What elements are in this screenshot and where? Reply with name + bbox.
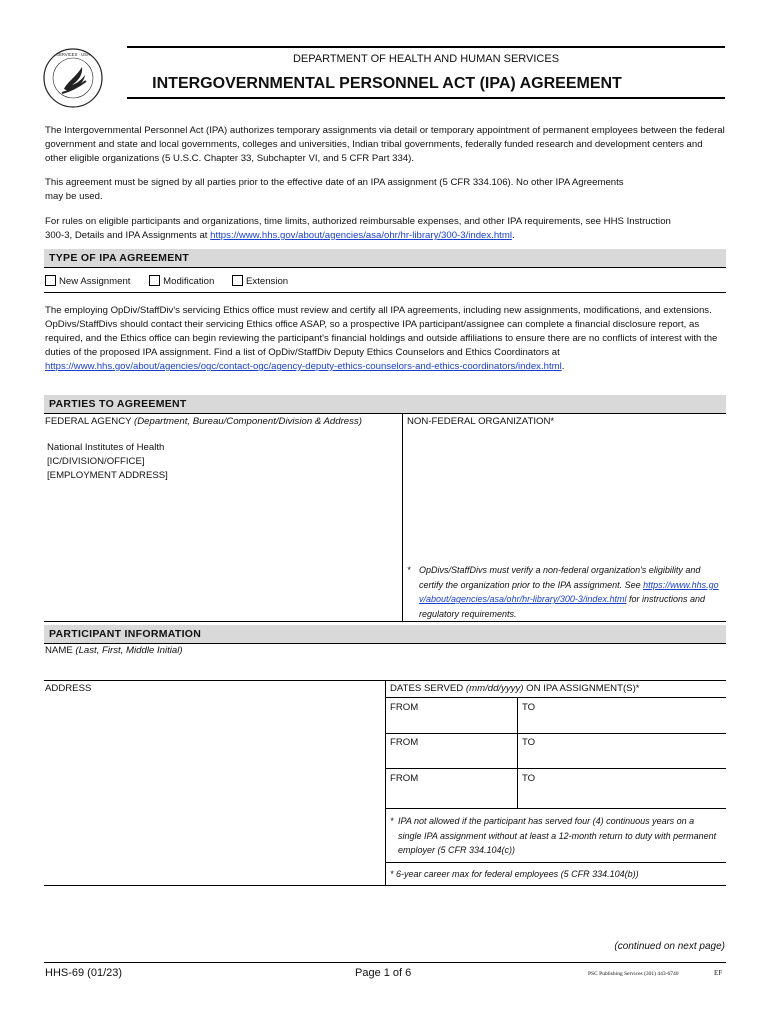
from-field-3[interactable]: FROM [390,773,419,784]
modification-checkbox[interactable]: Modification [149,275,214,287]
participant-section-heading: PARTICIPANT INFORMATION [44,625,726,643]
hhs-instruction-link[interactable]: https://www.hhs.gov/about/agencies/asa/ohr/hr-library/300-3/index.html [210,230,512,241]
parties-section-heading: PARTIES TO AGREEMENT [44,395,726,413]
svg-text:SERVICES · USA: SERVICES · USA [56,52,90,57]
ethics-coordinators-link[interactable]: https://www.hhs.gov/about/agencies/ogc/contact-ogc/agency-deputy-ethics-counselors-and-ethics-coordinators/index.html [45,361,562,372]
federal-agency-label: FEDERAL AGENCY (Department, Bureau/Component/Division & Address) [45,416,362,427]
new-assignment-checkbox[interactable]: New Assignment [45,275,130,287]
extension-checkbox[interactable]: Extension [232,275,288,287]
ethics-paragraph: The employing OpDiv/StaffDiv's servicing Ethics office must review and certify all IPA agreements, including new assignments, modifications, and extensions. OpDivs/StaffDivs should contact their servicing Ethics office ASAP, so a prospective IPA participant/assignee can complete a financial disclosure report, as required, and the Ethics office can begin reviewing the participant's financial holdings and outside affiliations to ensure there are no conflicts of interest with the duties of the proposed IPA assignment. Find a list of OpDiv/StaffDiv Deputy Ethics Counselors and Ethics Coordinators at https://www.hhs.gov/about/agencies/ogc/contact-ogc/agency-deputy-ethics-counselors-and-ethics-coordinators/index.html. [45,305,718,372]
publisher-credit: PSC Publishing Services (301) 443-6740 [588,971,679,977]
federal-agency-value[interactable]: National Institutes of Health [IC/DIVISION/OFFICE] [EMPLOYMENT ADDRESS] [47,442,168,481]
non-federal-guidance-link[interactable]: https://www.hhs.gov/about/agencies/asa/ohr/hr-library/300-3/index.html [419,579,719,604]
to-field-3[interactable]: TO [522,773,536,784]
dates-note-2: * 6-year career max for federal employees (5 CFR 334.104(b)) [390,869,639,879]
dates-note-1: * IPA not allowed if the participant has served four (4) continuous years on a single IPA assignment without at least a 12-month return to duty with permanent employer (5 CFR 334.104(c)) [390,816,717,855]
from-field-1[interactable]: FROM [390,702,419,713]
intro-paragraph-1: The Intergovernmental Personnel Act (IPA) authorizes temporary assignments via detail or temporary appointment of permanent employees between the federal government and state and local governments, colleges and universities, Indian tribal governments, federally funded research and development centers and other eligible organizations (5 U.S.C. Chapter 33, Subchapter VI, and 5 CFR Part 334). [45,125,725,164]
to-field-1[interactable]: TO [522,702,536,713]
hhs-seal-logo [42,47,104,109]
participant-name-label[interactable]: NAME (Last, First, Middle Initial) [45,645,183,656]
type-section-heading: TYPE OF IPA AGREEMENT [44,249,726,267]
dates-served-label: DATES SERVED (mm/dd/yyyy) ON IPA ASSIGNMENT(S)* [390,683,640,694]
form-title: INTERGOVERNMENTAL PERSONNEL ACT (IPA) AGREEMENT [152,75,622,92]
non-federal-note: * OpDivs/StaffDivs must verify a non-federal organization's eligibility and certify the organization prior to the IPA assignment. See https://www.hhs.gov/about/agencies/asa/ohr/hr-library/300-3/index.html for instructions and regulatory requirements. [407,565,719,619]
department-name: DEPARTMENT OF HEALTH AND HUMAN SERVICES [292,53,560,65]
form-id: HHS-69 (01/23) [45,967,123,979]
from-field-2[interactable]: FROM [390,737,419,748]
page-number: Page 1 of 6 [355,967,412,979]
intro-paragraph-3: For rules on eligible participants and organizations, time limits, authorized reimbursable expenses, and other IPA requirements, see HHS Instruction 300-3, Details and IPA Assignments at https://www.hhs.gov/about/agencies/asa/ohr/hr-library/300-3/index.html. [45,216,671,241]
non-federal-org-label: NON-FEDERAL ORGANIZATION* [407,416,555,427]
continued-note: (continued on next page) [614,941,725,952]
ef-mark: EF [714,969,723,977]
type-options [45,275,725,287]
to-field-2[interactable]: TO [522,737,536,748]
participant-address-label[interactable]: ADDRESS [45,683,92,694]
intro-paragraph-2: This agreement must be signed by all parties prior to the effective date of an IPA assignment (5 CFR 334.106). No other IPA Agreements may be used. [45,177,624,202]
